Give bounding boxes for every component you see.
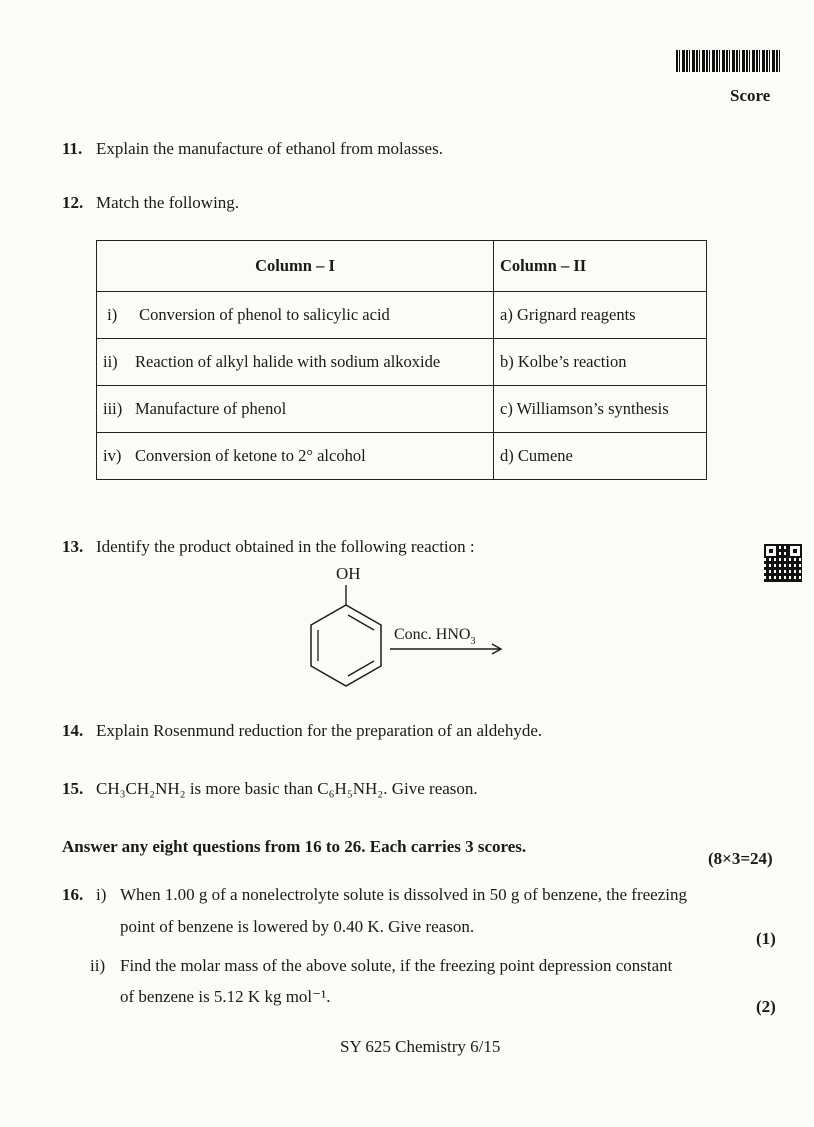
table-header-row xyxy=(97,241,707,292)
table-cell-right: c) Williamson’s synthesis xyxy=(494,386,707,433)
section-marks: (8×3=24) xyxy=(708,849,773,868)
part-2-line-2: of benzene is 5.12 K kg mol⁻¹. xyxy=(120,987,331,1006)
part-1-line-2: point of benzene is lowered by 0.40 K. Give reason. xyxy=(120,917,475,936)
double-bond xyxy=(348,661,374,676)
question-number: 13. xyxy=(62,537,84,556)
phenol-structure xyxy=(290,555,530,705)
reagent-label xyxy=(394,626,475,647)
section-instruction: Answer any eight questions from 16 to 26. Each carries 3 scores. xyxy=(62,837,527,856)
question-14 xyxy=(62,720,542,742)
question-number: 16. xyxy=(62,885,84,904)
table-cell-right: b) Kolbe’s reaction xyxy=(494,339,707,386)
question-text: Match the following. xyxy=(96,193,240,212)
part-1-score: (1) xyxy=(756,929,776,948)
benzene-ring xyxy=(311,605,381,686)
row-left-text: Reaction of alkyl halide with sodium alkoxide xyxy=(135,352,441,371)
part-number: i) xyxy=(96,885,107,904)
row-number: iv) xyxy=(103,446,122,465)
row-left-text: Manufacture of phenol xyxy=(135,399,287,418)
row-left-text: Conversion of ketone to 2° alcohol xyxy=(135,446,366,465)
question-number: 15. xyxy=(62,779,84,798)
row-left-text: Conversion of phenol to salicylic acid xyxy=(139,305,390,324)
table-cell-right: a) Grignard reagents xyxy=(494,292,707,339)
table-row xyxy=(97,292,707,339)
question-text: Identify the product obtained in the following reaction : xyxy=(96,537,475,556)
table-row xyxy=(97,386,707,433)
match-table xyxy=(96,240,707,480)
table-row xyxy=(97,433,707,480)
substituent-label: OH xyxy=(336,564,361,583)
table-cell-left xyxy=(97,386,494,433)
question-12 xyxy=(62,192,239,214)
question-text: Explain the manufacture of ethanol from molasses. xyxy=(96,139,443,158)
question-16 xyxy=(62,884,687,906)
score-label: Score xyxy=(730,86,771,105)
double-bond xyxy=(348,615,374,630)
qr-code xyxy=(764,544,802,582)
part-2-line-1: Find the molar mass of the above solute, if the freezing point depression constant xyxy=(120,956,673,975)
part-1-line-1: When 1.00 g of a nonelectrolyte solute is dissolved in 50 g of benzene, the freezing xyxy=(120,885,687,904)
question-15 xyxy=(62,778,478,800)
row-number: iii) xyxy=(103,399,123,418)
question-11 xyxy=(62,138,443,160)
column-1-header: Column – I xyxy=(97,241,494,292)
row-number: i) xyxy=(107,305,118,324)
table-cell-left xyxy=(97,339,494,386)
table-cell-left xyxy=(97,292,494,339)
question-text: Explain Rosenmund reduction for the preparation of an aldehyde. xyxy=(96,721,543,740)
reagent-text: Conc. HNO xyxy=(394,626,471,643)
table-row xyxy=(97,339,707,386)
row-number: ii) xyxy=(103,352,118,371)
column-2-header: Column – II xyxy=(494,241,707,292)
question-16-part-2 xyxy=(90,955,672,977)
part-number: ii) xyxy=(90,956,106,975)
question-number: 14. xyxy=(62,721,84,740)
table-cell-left xyxy=(97,433,494,480)
question-number: 12. xyxy=(62,193,84,212)
question-text: CH₃CH₂NH₂ is more basic than C₆H₅NH₂. Give reason. xyxy=(96,779,478,798)
reagent-subscript: 3 xyxy=(470,636,476,647)
part-2-score: (2) xyxy=(756,997,776,1016)
footer-code: SY 625 Chemistry 6/15 xyxy=(340,1037,501,1056)
barcode xyxy=(676,50,782,72)
table-cell-right: d) Cumene xyxy=(494,433,707,480)
question-number: 11. xyxy=(62,139,83,158)
